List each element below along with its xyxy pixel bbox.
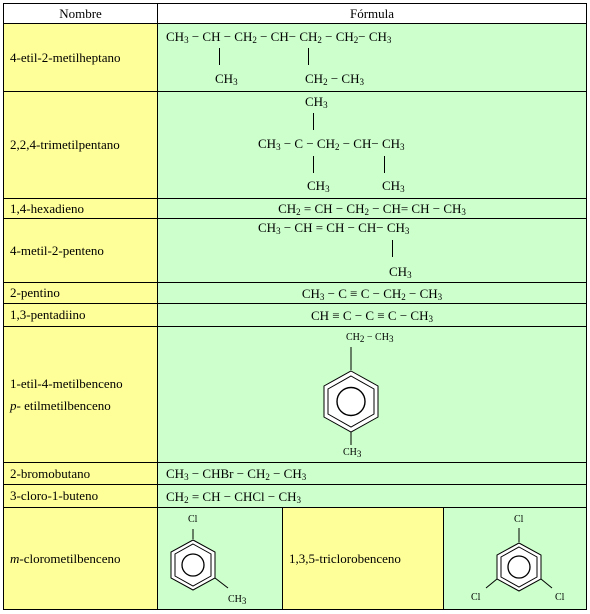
row-1-sub-right: $CH_2 - CH_3$ bbox=[305, 71, 364, 87]
compounds-table bbox=[3, 3, 587, 610]
row-2-bond-bottom-right bbox=[384, 156, 385, 173]
row-7-name-prefix: p bbox=[10, 397, 17, 413]
row-8-formula bbox=[157, 462, 587, 485]
row-8-name-text: 2-bromobutano bbox=[10, 465, 91, 481]
row-10-cl-top: Cl bbox=[514, 514, 524, 525]
row-2-name-text: 2,2,4-trimetilpentano bbox=[10, 137, 120, 152]
row-6-formula bbox=[157, 303, 587, 327]
trichlorobenzene-ring-icon bbox=[444, 508, 588, 611]
row-3-formula bbox=[157, 198, 587, 219]
row-1-main-chain: $CH_3$ − CH − $CH_2 - CH- CH_2 - CH_2- CH_3$ bbox=[166, 29, 392, 45]
row-9-formula bbox=[157, 484, 587, 508]
row-3-name-text: 1,4-hexadieno bbox=[10, 200, 85, 216]
row-2-bond-bottom-left bbox=[313, 156, 314, 173]
row-4-main-chain: $CH_3$ − CH = CH − $CH- CH_3$ bbox=[258, 220, 410, 236]
row-2-name bbox=[3, 91, 158, 199]
row-1-sub-left: $CH_3$ bbox=[215, 71, 238, 87]
header-name-text: Nombre bbox=[59, 6, 102, 21]
row-10-name bbox=[3, 507, 158, 610]
row-7-name bbox=[3, 326, 158, 463]
row-10-formula-b bbox=[443, 507, 587, 610]
row-3-formula-text: $CH_2$ = CH − $CH_2 - CH=$ CH − $CH_3$ bbox=[278, 201, 466, 217]
row-7-name-rest: - etilmetilbenceno bbox=[16, 397, 111, 413]
row-9-formula-text: $CH_2$ = CH − CHCl − $CH_3$ bbox=[166, 489, 302, 505]
row-10-ch3: $CH_3$ bbox=[228, 594, 247, 606]
row-4-bottom: $CH_3$ bbox=[389, 264, 412, 280]
row-5-name-text: 2-pentino bbox=[10, 285, 60, 300]
header-formula-text: Fórmula bbox=[349, 6, 395, 21]
row-1-name bbox=[3, 23, 158, 92]
row-5-formula bbox=[157, 282, 587, 304]
row-6-name bbox=[3, 303, 158, 327]
benzene-ring-icon bbox=[158, 327, 588, 464]
row-5-name bbox=[3, 282, 158, 304]
row-4-name bbox=[3, 218, 158, 283]
row-4-name-text: 4-metil-2-penteno bbox=[10, 242, 104, 258]
row-7-bottom: $CH_3$ bbox=[343, 447, 362, 459]
row-4-bond bbox=[392, 240, 393, 257]
row-10-name-rest: -clorometilbenceno bbox=[19, 550, 121, 566]
row-10-cl-left: Cl bbox=[471, 592, 481, 603]
row-8-name bbox=[3, 462, 158, 485]
row-6-name-text: 1,3-pentadiino bbox=[10, 307, 86, 322]
row-10-cl: Cl bbox=[188, 514, 198, 525]
row-10-formula-a bbox=[157, 507, 283, 610]
row-1-bond-left bbox=[219, 48, 220, 65]
row-3-name bbox=[3, 198, 158, 219]
row-9-name-text: 3-cloro-1-buteno bbox=[10, 488, 99, 503]
row-10-cl-right: Cl bbox=[555, 592, 565, 603]
row-10-name-prefix: m bbox=[10, 550, 20, 566]
row-10-name-text bbox=[10, 551, 120, 567]
row-7-name-line1: 1-etil-4-metilbenceno bbox=[10, 375, 123, 391]
row-2-bottom-left: $CH_3$ bbox=[307, 178, 330, 194]
row-8-formula-text: $CH_3$ − CHBr − $CH_2 - CH_3$ bbox=[166, 466, 307, 482]
chlorotoluene-ring-icon bbox=[158, 508, 284, 611]
header-formula bbox=[157, 3, 587, 24]
row-7-name-line2 bbox=[10, 395, 123, 417]
row-10-second-name bbox=[282, 507, 444, 610]
row-7-formula bbox=[157, 326, 587, 463]
row-2-top: $CH_3$ bbox=[305, 94, 328, 110]
row-9-name bbox=[3, 484, 158, 508]
row-1-name-text: 4-etil-2-metilheptano bbox=[10, 49, 121, 65]
row-2-bond-top bbox=[313, 113, 314, 130]
row-7-top: $CH_2 - CH_3$ bbox=[346, 332, 394, 344]
row-2-formula bbox=[157, 91, 587, 199]
row-5-formula-text: $CH_3 - C \equiv C - CH_2 - CH_3$ bbox=[301, 286, 443, 302]
row-2-main-chain: $CH_3 - C - CH_2 - CH- CH_3$ bbox=[258, 136, 405, 152]
row-1-formula bbox=[157, 23, 587, 92]
row-10-second-name-text: 1,3,5-triclorobenceno bbox=[289, 550, 401, 566]
row-4-formula bbox=[157, 218, 587, 283]
header-name bbox=[3, 3, 158, 24]
row-6-formula-text: CH ≡ $C - C \equiv C - CH_3$ bbox=[311, 308, 433, 324]
row-1-bond-right bbox=[308, 48, 309, 65]
row-2-bottom-right: $CH_3$ bbox=[382, 178, 405, 194]
